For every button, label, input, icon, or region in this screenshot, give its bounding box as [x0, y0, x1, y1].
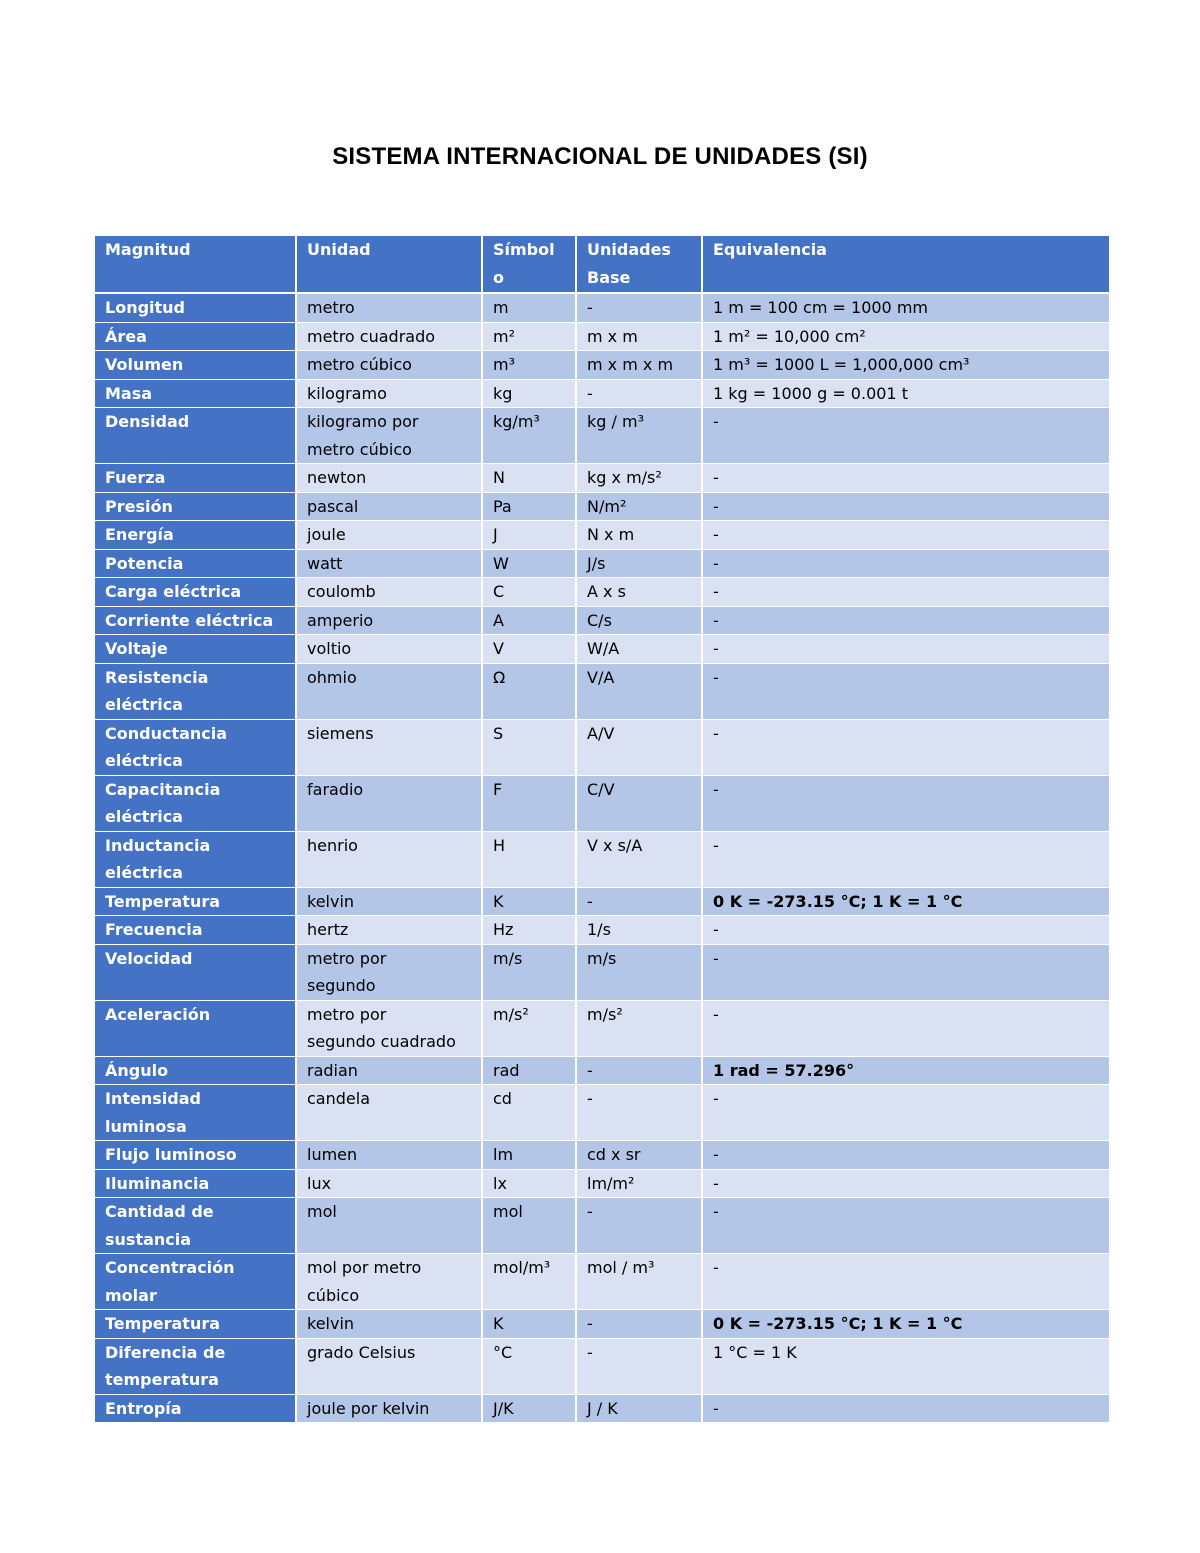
cell-simbolo: Hz — [481, 916, 575, 945]
cell-equivalencia: - — [701, 776, 1109, 832]
cell-unidad: kilogramo — [295, 380, 481, 409]
cell-magnitud: Velocidad — [95, 945, 295, 1001]
cell-magnitud: Masa — [95, 380, 295, 409]
cell-equivalencia: - — [701, 1170, 1109, 1199]
header-simbolo: Símbol o — [481, 236, 575, 294]
cell-magnitud: Volumen — [95, 351, 295, 380]
cell-unidades-base: - — [575, 1198, 701, 1254]
cell-magnitud: Iluminancia — [95, 1170, 295, 1199]
cell-unidades-base: A x s — [575, 578, 701, 607]
cell-equivalencia: - — [701, 1395, 1109, 1424]
table-header-row — [95, 236, 1109, 294]
cell-magnitud: Diferencia de temperatura — [95, 1339, 295, 1395]
cell-unidad: metro cuadrado — [295, 323, 481, 352]
cell-unidad: metro cúbico — [295, 351, 481, 380]
cell-simbolo: m² — [481, 323, 575, 352]
cell-equivalencia: - — [701, 720, 1109, 776]
cell-equivalencia: 1 m² = 10,000 cm² — [701, 323, 1109, 352]
cell-unidad: mol — [295, 1198, 481, 1254]
cell-unidades-base: m x m x m — [575, 351, 701, 380]
cell-equivalencia: - — [701, 1198, 1109, 1254]
table-row — [95, 1254, 1109, 1310]
cell-simbolo: N — [481, 464, 575, 493]
cell-simbolo: K — [481, 1310, 575, 1339]
cell-simbolo: Ω — [481, 664, 575, 720]
table-row — [95, 607, 1109, 636]
cell-equivalencia: 1 rad = 57.296° — [701, 1057, 1109, 1086]
cell-unidad: joule por kelvin — [295, 1395, 481, 1424]
table-row — [95, 832, 1109, 888]
cell-simbolo: lx — [481, 1170, 575, 1199]
cell-unidad: kelvin — [295, 888, 481, 917]
cell-magnitud: Cantidad de sustancia — [95, 1198, 295, 1254]
cell-simbolo: A — [481, 607, 575, 636]
cell-unidades-base: m/s — [575, 945, 701, 1001]
table-row — [95, 351, 1109, 380]
cell-unidad: voltio — [295, 635, 481, 664]
cell-magnitud: Capacitancia eléctrica — [95, 776, 295, 832]
cell-equivalencia: - — [701, 607, 1109, 636]
table-row — [95, 1395, 1109, 1424]
table-row — [95, 521, 1109, 550]
table-row — [95, 408, 1109, 464]
cell-simbolo: m/s — [481, 945, 575, 1001]
table-row — [95, 720, 1109, 776]
cell-unidad: kelvin — [295, 1310, 481, 1339]
cell-unidades-base: N/m² — [575, 493, 701, 522]
cell-unidad: candela — [295, 1085, 481, 1141]
cell-unidad: hertz — [295, 916, 481, 945]
cell-unidad: kilogramo por metro cúbico — [295, 408, 481, 464]
cell-unidad: newton — [295, 464, 481, 493]
cell-unidad: watt — [295, 550, 481, 579]
cell-equivalencia: 0 K = -273.15 °C; 1 K = 1 °C — [701, 888, 1109, 917]
table-row — [95, 916, 1109, 945]
table-body — [95, 294, 1109, 1423]
cell-simbolo: K — [481, 888, 575, 917]
cell-unidad: metro — [295, 294, 481, 323]
cell-unidades-base: m/s² — [575, 1001, 701, 1057]
cell-equivalencia: - — [701, 493, 1109, 522]
cell-unidades-base: A/V — [575, 720, 701, 776]
cell-simbolo: Pa — [481, 493, 575, 522]
table-row — [95, 294, 1109, 323]
cell-simbolo: F — [481, 776, 575, 832]
cell-simbolo: H — [481, 832, 575, 888]
cell-unidades-base: cd x sr — [575, 1141, 701, 1170]
cell-unidad: ohmio — [295, 664, 481, 720]
cell-equivalencia: - — [701, 1254, 1109, 1310]
cell-equivalencia: - — [701, 1085, 1109, 1141]
cell-unidades-base: kg / m³ — [575, 408, 701, 464]
cell-equivalencia: - — [701, 664, 1109, 720]
table-row — [95, 664, 1109, 720]
table-row — [95, 1001, 1109, 1057]
cell-equivalencia: - — [701, 832, 1109, 888]
cell-simbolo: m/s² — [481, 1001, 575, 1057]
cell-simbolo: °C — [481, 1339, 575, 1395]
cell-equivalencia: 0 K = -273.15 °C; 1 K = 1 °C — [701, 1310, 1109, 1339]
table-row — [95, 578, 1109, 607]
cell-magnitud: Concentración molar — [95, 1254, 295, 1310]
cell-equivalencia: 1 m = 100 cm = 1000 mm — [701, 294, 1109, 323]
table-row — [95, 635, 1109, 664]
table-row — [95, 1339, 1109, 1395]
cell-unidades-base: - — [575, 1310, 701, 1339]
cell-unidades-base: J / K — [575, 1395, 701, 1424]
table-row — [95, 493, 1109, 522]
cell-unidades-base: mol / m³ — [575, 1254, 701, 1310]
cell-unidades-base: C/V — [575, 776, 701, 832]
cell-magnitud: Intensidad luminosa — [95, 1085, 295, 1141]
cell-unidades-base: - — [575, 294, 701, 323]
table-row — [95, 945, 1109, 1001]
cell-equivalencia: - — [701, 1001, 1109, 1057]
cell-unidades-base: - — [575, 888, 701, 917]
cell-unidades-base: - — [575, 380, 701, 409]
cell-equivalencia: - — [701, 945, 1109, 1001]
cell-simbolo: mol/m³ — [481, 1254, 575, 1310]
header-equivalencia: Equivalencia — [701, 236, 1109, 294]
table-row — [95, 888, 1109, 917]
cell-equivalencia: - — [701, 578, 1109, 607]
cell-unidad: lumen — [295, 1141, 481, 1170]
cell-simbolo: cd — [481, 1085, 575, 1141]
cell-simbolo: lm — [481, 1141, 575, 1170]
cell-unidad: faradio — [295, 776, 481, 832]
cell-simbolo: S — [481, 720, 575, 776]
cell-unidades-base: - — [575, 1085, 701, 1141]
cell-unidad: henrio — [295, 832, 481, 888]
cell-unidad: mol por metro cúbico — [295, 1254, 481, 1310]
cell-unidad: lux — [295, 1170, 481, 1199]
cell-unidad: radian — [295, 1057, 481, 1086]
table-row — [95, 1057, 1109, 1086]
cell-unidades-base: N x m — [575, 521, 701, 550]
header-magnitud: Magnitud — [95, 236, 295, 294]
cell-magnitud: Densidad — [95, 408, 295, 464]
header-unidades-base: Unidades Base — [575, 236, 701, 294]
cell-simbolo: m³ — [481, 351, 575, 380]
cell-magnitud: Energía — [95, 521, 295, 550]
header-unidad: Unidad — [295, 236, 481, 294]
table-row — [95, 323, 1109, 352]
cell-equivalencia: 1 kg = 1000 g = 0.001 t — [701, 380, 1109, 409]
cell-magnitud: Inductancia eléctrica — [95, 832, 295, 888]
cell-unidades-base: 1/s — [575, 916, 701, 945]
cell-unidades-base: W/A — [575, 635, 701, 664]
cell-magnitud: Temperatura — [95, 1310, 295, 1339]
cell-unidades-base: - — [575, 1057, 701, 1086]
cell-unidades-base: m x m — [575, 323, 701, 352]
cell-simbolo: kg/m³ — [481, 408, 575, 464]
cell-unidad: grado Celsius — [295, 1339, 481, 1395]
cell-simbolo: kg — [481, 380, 575, 409]
table-row — [95, 776, 1109, 832]
cell-simbolo: J/K — [481, 1395, 575, 1424]
cell-unidad: metro por segundo cuadrado — [295, 1001, 481, 1057]
cell-simbolo: rad — [481, 1057, 575, 1086]
cell-simbolo: C — [481, 578, 575, 607]
table-row — [95, 464, 1109, 493]
cell-simbolo: mol — [481, 1198, 575, 1254]
cell-magnitud: Voltaje — [95, 635, 295, 664]
cell-unidad: joule — [295, 521, 481, 550]
cell-magnitud: Área — [95, 323, 295, 352]
cell-equivalencia: - — [701, 635, 1109, 664]
cell-magnitud: Conductancia eléctrica — [95, 720, 295, 776]
cell-magnitud: Corriente eléctrica — [95, 607, 295, 636]
cell-unidad: coulomb — [295, 578, 481, 607]
cell-unidades-base: C/s — [575, 607, 701, 636]
cell-magnitud: Carga eléctrica — [95, 578, 295, 607]
cell-equivalencia: 1 m³ = 1000 L = 1,000,000 cm³ — [701, 351, 1109, 380]
cell-simbolo: V — [481, 635, 575, 664]
cell-equivalencia: - — [701, 550, 1109, 579]
cell-unidad: amperio — [295, 607, 481, 636]
cell-equivalencia: 1 °C = 1 K — [701, 1339, 1109, 1395]
cell-magnitud: Longitud — [95, 294, 295, 323]
table-row — [95, 380, 1109, 409]
cell-magnitud: Potencia — [95, 550, 295, 579]
table-row — [95, 1198, 1109, 1254]
cell-unidades-base: kg x m/s² — [575, 464, 701, 493]
table-row — [95, 1141, 1109, 1170]
cell-unidades-base: J/s — [575, 550, 701, 579]
cell-unidades-base: lm/m² — [575, 1170, 701, 1199]
cell-unidades-base: V/A — [575, 664, 701, 720]
cell-unidad: pascal — [295, 493, 481, 522]
cell-magnitud: Aceleración — [95, 1001, 295, 1057]
cell-magnitud: Frecuencia — [95, 916, 295, 945]
si-units-table — [95, 236, 1109, 1423]
cell-unidades-base: - — [575, 1339, 701, 1395]
cell-unidad: siemens — [295, 720, 481, 776]
cell-unidad: metro por segundo — [295, 945, 481, 1001]
table-row — [95, 1310, 1109, 1339]
table-row — [95, 1085, 1109, 1141]
cell-simbolo: W — [481, 550, 575, 579]
cell-equivalencia: - — [701, 916, 1109, 945]
cell-magnitud: Flujo luminoso — [95, 1141, 295, 1170]
cell-magnitud: Entropía — [95, 1395, 295, 1424]
cell-magnitud: Fuerza — [95, 464, 295, 493]
cell-unidades-base: V x s/A — [575, 832, 701, 888]
table-row — [95, 1170, 1109, 1199]
cell-magnitud: Presión — [95, 493, 295, 522]
cell-equivalencia: - — [701, 521, 1109, 550]
cell-magnitud: Ángulo — [95, 1057, 295, 1086]
page-title: SISTEMA INTERNACIONAL DE UNIDADES (SI) — [332, 143, 868, 170]
cell-equivalencia: - — [701, 408, 1109, 464]
cell-simbolo: J — [481, 521, 575, 550]
cell-magnitud: Temperatura — [95, 888, 295, 917]
cell-equivalencia: - — [701, 464, 1109, 493]
table-row — [95, 550, 1109, 579]
cell-simbolo: m — [481, 294, 575, 323]
cell-equivalencia: - — [701, 1141, 1109, 1170]
cell-magnitud: Resistencia eléctrica — [95, 664, 295, 720]
